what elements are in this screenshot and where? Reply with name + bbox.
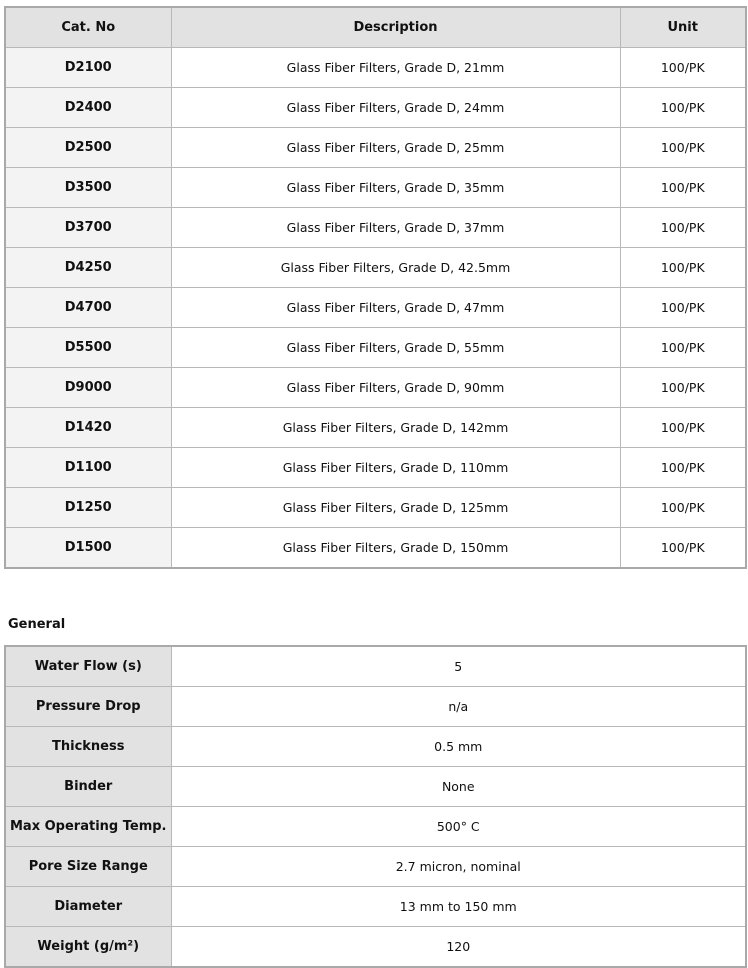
description-cell: Glass Fiber Filters, Grade D, 110mm xyxy=(171,448,620,488)
spec-row xyxy=(5,646,746,687)
table-row xyxy=(5,288,746,328)
unit-cell: 100/PK xyxy=(620,48,746,88)
catalog-table xyxy=(4,6,747,569)
cat-no-cell: D4700 xyxy=(5,288,171,328)
description-cell: Glass Fiber Filters, Grade D, 42.5mm xyxy=(171,248,620,288)
unit-cell: 100/PK xyxy=(620,448,746,488)
spec-value-cell: 120 xyxy=(171,927,746,968)
unit-cell: 100/PK xyxy=(620,528,746,569)
spec-row xyxy=(5,807,746,847)
unit-cell: 100/PK xyxy=(620,168,746,208)
unit-cell: 100/PK xyxy=(620,328,746,368)
description-cell: Glass Fiber Filters, Grade D, 55mm xyxy=(171,328,620,368)
cat-no-cell: D3700 xyxy=(5,208,171,248)
cat-no-cell: D2400 xyxy=(5,88,171,128)
table-row xyxy=(5,368,746,408)
description-cell: Glass Fiber Filters, Grade D, 90mm xyxy=(171,368,620,408)
cat-no-cell: D1500 xyxy=(5,528,171,569)
cat-no-cell: D1100 xyxy=(5,448,171,488)
header-description: Description xyxy=(171,7,620,48)
cat-no-cell: D4250 xyxy=(5,248,171,288)
spec-row xyxy=(5,767,746,807)
table-row xyxy=(5,528,746,569)
spec-value-cell: 5 xyxy=(171,646,746,687)
header-cat-no: Cat. No xyxy=(5,7,171,48)
cat-no-cell: D2500 xyxy=(5,128,171,168)
spec-property-cell: Pressure Drop xyxy=(5,687,171,727)
table-row xyxy=(5,208,746,248)
spec-row xyxy=(5,887,746,927)
cat-no-cell: D1420 xyxy=(5,408,171,448)
unit-cell: 100/PK xyxy=(620,248,746,288)
description-cell: Glass Fiber Filters, Grade D, 21mm xyxy=(171,48,620,88)
spec-value-cell: 13 mm to 150 mm xyxy=(171,887,746,927)
spec-row xyxy=(5,687,746,727)
cat-no-cell: D2100 xyxy=(5,48,171,88)
table-row xyxy=(5,448,746,488)
spec-property-cell: Weight (g/m²) xyxy=(5,927,171,968)
table-row xyxy=(5,128,746,168)
table-row xyxy=(5,88,746,128)
table-row xyxy=(5,248,746,288)
spec-row xyxy=(5,847,746,887)
table-row xyxy=(5,48,746,88)
unit-cell: 100/PK xyxy=(620,368,746,408)
table-row xyxy=(5,328,746,368)
catalog-header-row xyxy=(5,7,746,48)
description-cell: Glass Fiber Filters, Grade D, 24mm xyxy=(171,88,620,128)
description-cell: Glass Fiber Filters, Grade D, 25mm xyxy=(171,128,620,168)
spec-property-cell: Diameter xyxy=(5,887,171,927)
spec-value-cell: None xyxy=(171,767,746,807)
spec-value-cell: 500° C xyxy=(171,807,746,847)
spec-value-cell: 2.7 micron, nominal xyxy=(171,847,746,887)
spec-property-cell: Thickness xyxy=(5,727,171,767)
spec-property-cell: Water Flow (s) xyxy=(5,646,171,687)
description-cell: Glass Fiber Filters, Grade D, 150mm xyxy=(171,528,620,569)
unit-cell: 100/PK xyxy=(620,208,746,248)
unit-cell: 100/PK xyxy=(620,488,746,528)
spec-row xyxy=(5,927,746,968)
spec-row xyxy=(5,727,746,767)
table-row xyxy=(5,408,746,448)
unit-cell: 100/PK xyxy=(620,88,746,128)
spec-property-cell: Max Operating Temp. xyxy=(5,807,171,847)
header-unit: Unit xyxy=(620,7,746,48)
section-title-general: General xyxy=(8,617,66,632)
description-cell: Glass Fiber Filters, Grade D, 47mm xyxy=(171,288,620,328)
cat-no-cell: D5500 xyxy=(5,328,171,368)
cat-no-cell: D3500 xyxy=(5,168,171,208)
table-row xyxy=(5,488,746,528)
description-cell: Glass Fiber Filters, Grade D, 125mm xyxy=(171,488,620,528)
spec-value-cell: 0.5 mm xyxy=(171,727,746,767)
table-row xyxy=(5,168,746,208)
spec-property-cell: Binder xyxy=(5,767,171,807)
unit-cell: 100/PK xyxy=(620,408,746,448)
general-specs-table xyxy=(4,645,747,968)
unit-cell: 100/PK xyxy=(620,288,746,328)
unit-cell: 100/PK xyxy=(620,128,746,168)
description-cell: Glass Fiber Filters, Grade D, 142mm xyxy=(171,408,620,448)
cat-no-cell: D9000 xyxy=(5,368,171,408)
spec-value-cell: n/a xyxy=(171,687,746,727)
description-cell: Glass Fiber Filters, Grade D, 37mm xyxy=(171,208,620,248)
cat-no-cell: D1250 xyxy=(5,488,171,528)
description-cell: Glass Fiber Filters, Grade D, 35mm xyxy=(171,168,620,208)
spec-property-cell: Pore Size Range xyxy=(5,847,171,887)
